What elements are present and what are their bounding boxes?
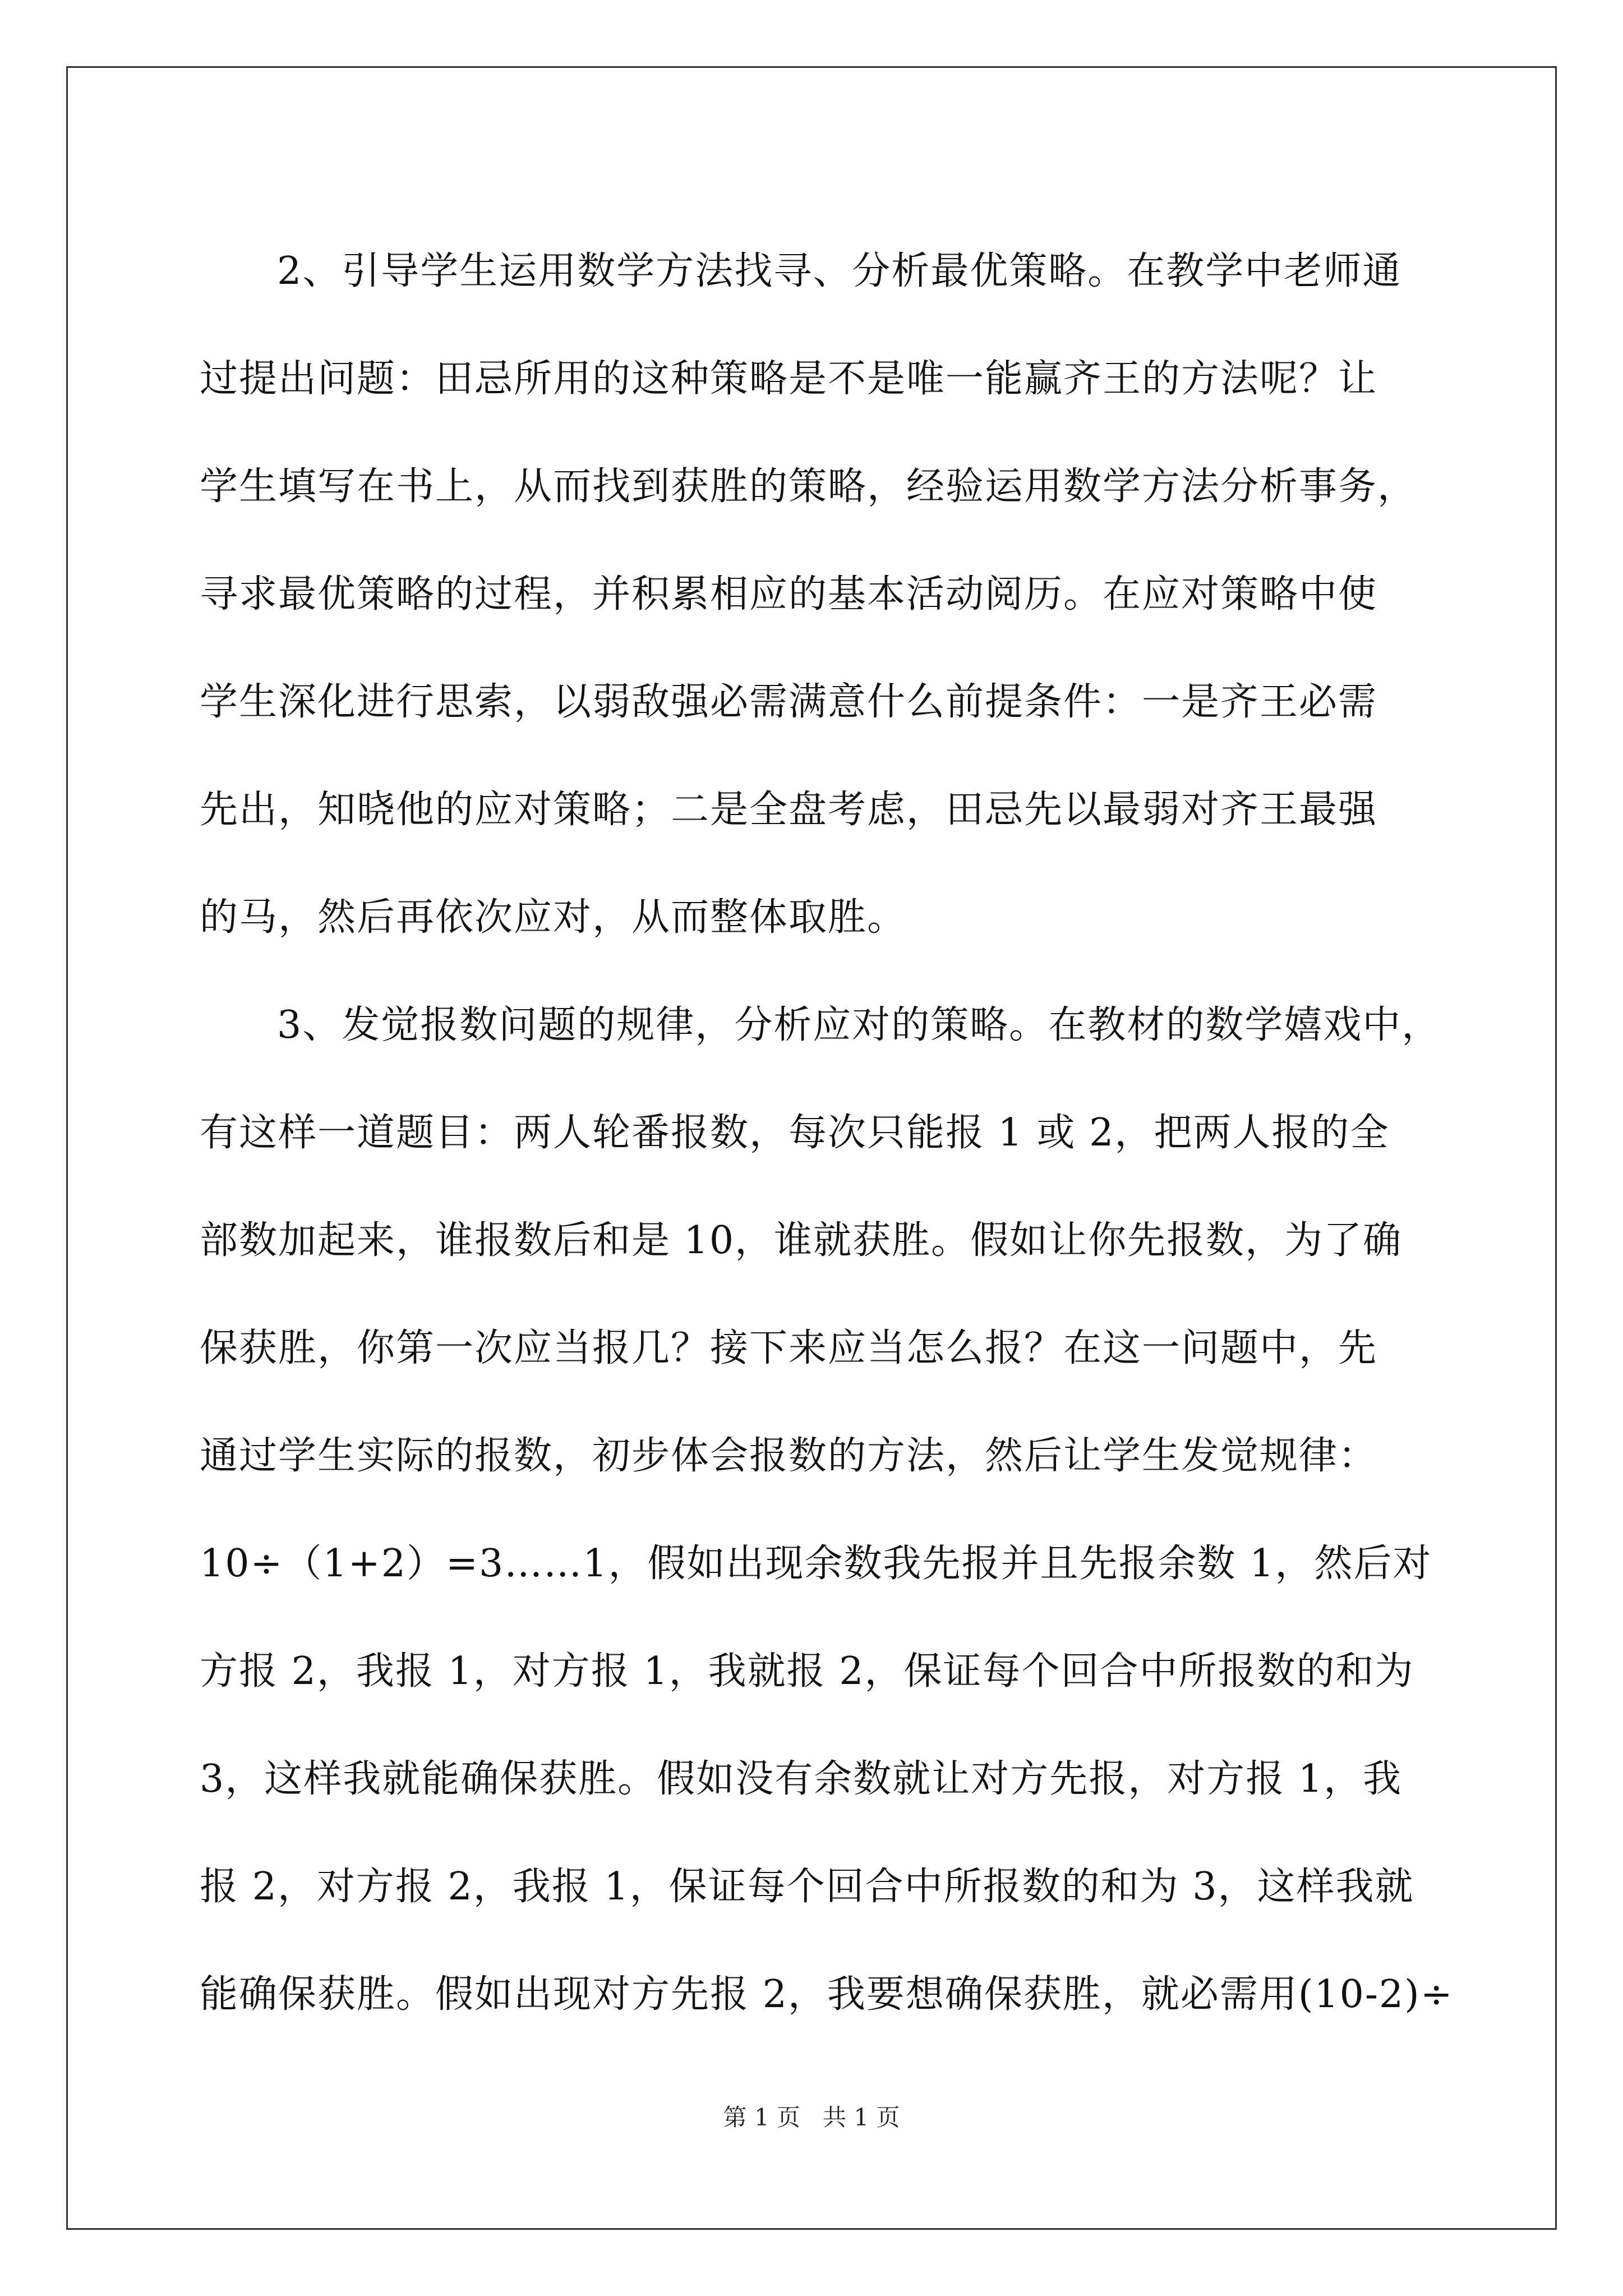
page-number: 第 1 页 <box>723 2104 800 2131</box>
page-total: 共 1 页 <box>823 2104 900 2131</box>
page-footer <box>0 2101 1623 2134</box>
text-line: 的马，然后再依次应对，从而整体取胜。 <box>200 895 907 940</box>
text-line: 2、引导学生运用数学方法找寻、分析最优策略。在教学中老师通 <box>277 249 1402 293</box>
paragraph-strategy-analysis <box>200 218 1467 972</box>
text-line: 学生填写在书上，从而找到获胜的策略，经验运用数学方法分析事务， <box>200 464 1417 509</box>
text-line: 3，这样我就能确保获胜。假如没有余数就让对方先报，对方报 1，我 <box>200 1757 1403 1801</box>
paragraph-counting-game <box>200 972 1467 2049</box>
document-body <box>200 218 1467 2049</box>
text-line: 方报 2，我报 1，对方报 1，我就报 2，保证每个回合中所报数的和为 <box>200 1649 1414 1694</box>
text-line: 保获胜，你第一次应当报几？接下来应当怎么报？在这一问题中，先 <box>200 1326 1378 1370</box>
text-line: 先出，知晓他的应对策略；二是全盘考虑，田忌先以最弱对齐王最强 <box>200 788 1378 832</box>
text-line: 通过学生实际的报数，初步体会报数的方法，然后让学生发觉规律： <box>200 1434 1378 1478</box>
text-line: 学生深化进行思索，以弱敌强必需满意什么前提条件：一是齐王必需 <box>200 680 1378 724</box>
text-line: 3、发觉报数问题的规律，分析应对的策略。在教材的数学嬉戏中， <box>277 1003 1441 1047</box>
text-line: 寻求最优策略的过程，并积累相应的基本活动阅历。在应对策略中使 <box>200 572 1378 616</box>
text-line: 能确保获胜。假如出现对方先报 2，我要想确保获胜，就必需用(10-2)÷ <box>200 1972 1454 2017</box>
text-line: 过提出问题：田忌所用的这种策略是不是唯一能赢齐王的方法呢？让 <box>200 357 1378 401</box>
text-line: 10÷（1+2）=3……1，假如出现余数我先报并且先报余数 1，然后对 <box>200 1542 1432 1586</box>
text-line: 有这样一道题目：两人轮番报数，每次只能报 1 或 2，把两人报的全 <box>200 1111 1390 1155</box>
footer-separator <box>800 2104 823 2131</box>
text-line: 部数加起来，谁报数后和是 10，谁就获胜。假如让你先报数，为了确 <box>200 1218 1403 1263</box>
text-line: 报 2，对方报 2，我报 1，保证每个回合中所报数的和为 3，这样我就 <box>200 1865 1414 1909</box>
